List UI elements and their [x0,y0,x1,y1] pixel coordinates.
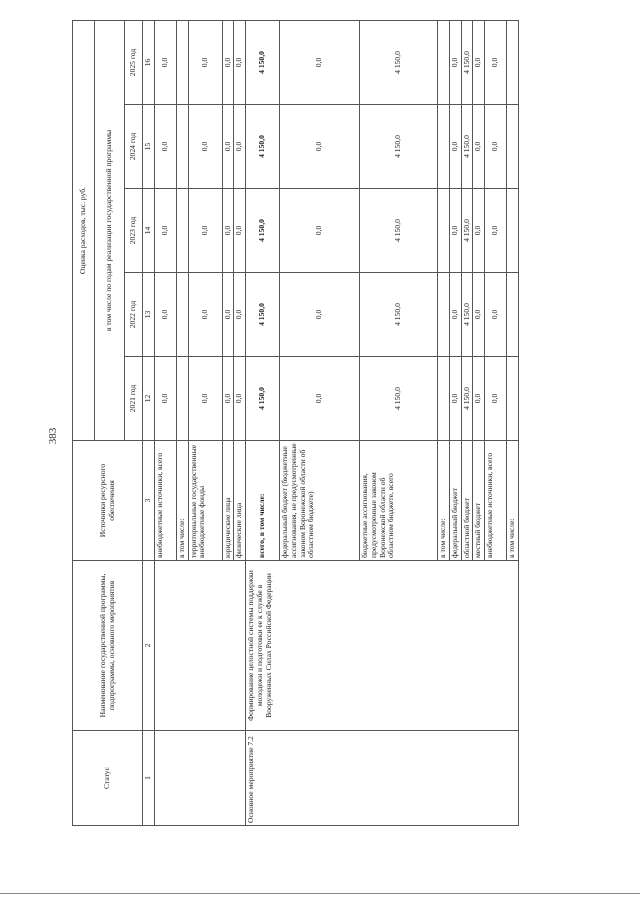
value-cell: 0,0 [280,189,360,273]
value-cell: 0,0 [222,105,234,189]
table-row [246,20,280,825]
value-cell: 4 150,0 [461,357,473,441]
value-cell: 0,0 [234,20,246,104]
value-cell [177,20,189,104]
value-cell: 0,0 [485,189,507,273]
value-cell: 4 150,0 [360,273,438,357]
value-cell: 0,0 [222,273,234,357]
page-bottom-rule [0,893,640,894]
value-cell: 0,0 [485,357,507,441]
header-year: 2023 год [125,189,143,273]
source-label: федеральный бюджет (бюджетные ассигнования, не предусмотренные законом Воронежской области об областном бюджете) [280,441,360,561]
value-cell: 0,0 [449,20,461,104]
header-by-years: в том числе по годам реализации государственной программы [95,20,125,440]
source-label: бюджетные ассигнования, предусмотренные законом Воронежской области об областном бюджете, всего [360,441,438,561]
value-cell: 4 150,0 [461,189,473,273]
value-cell: 0,0 [188,273,222,357]
value-cell: 0,0 [188,105,222,189]
table-row [155,20,177,825]
value-cell [438,273,450,357]
source-label: всего, в том числе: [246,441,280,561]
source-label: местный бюджет [473,441,485,561]
value-cell: 4 150,0 [360,20,438,104]
value-cell: 0,0 [280,273,360,357]
source-label: в том числе: [438,441,450,561]
col-number: 2 [143,561,155,731]
col-number: 15 [143,105,155,189]
value-cell [438,20,450,104]
source-label: федеральный бюджет [449,441,461,561]
col-number: 13 [143,273,155,357]
header-name: Наименование государственной программы, подпрограммы, основного мероприятия [73,561,143,731]
value-cell [507,105,519,189]
value-cell: 0,0 [449,189,461,273]
value-cell [507,20,519,104]
source-label: областной бюджет [461,441,473,561]
value-cell [507,357,519,441]
value-cell: 0,0 [222,189,234,273]
header-year: 2022 год [125,273,143,357]
value-cell: 0,0 [473,273,485,357]
source-label: внебюджетные источники, всего [485,441,507,561]
status-cell-empty [155,731,246,826]
value-cell: 4 150,0 [360,357,438,441]
value-cell: 0,0 [473,105,485,189]
source-label: в том числе: [507,441,519,561]
value-cell: 0,0 [485,105,507,189]
value-cell: 4 150,0 [246,357,280,441]
col-number: 3 [143,441,155,561]
value-cell: 0,0 [222,357,234,441]
value-cell: 0,0 [449,273,461,357]
value-cell: 0,0 [234,189,246,273]
value-cell: 4 150,0 [246,189,280,273]
budget-table [72,20,519,826]
value-cell: 4 150,0 [360,189,438,273]
header-year: 2024 год [125,105,143,189]
value-cell: 0,0 [188,20,222,104]
value-cell: 0,0 [234,105,246,189]
header-source: Источники ресурсного обеспечения [73,441,143,561]
page-number: 383 [47,427,59,445]
value-cell: 0,0 [473,20,485,104]
value-cell: 4 150,0 [461,273,473,357]
value-cell: 0,0 [222,20,234,104]
value-cell: 4 150,0 [246,20,280,104]
header-year: 2021 год [125,357,143,441]
col-number: 16 [143,20,155,104]
value-cell: 0,0 [188,357,222,441]
value-cell [177,105,189,189]
value-cell: 4 150,0 [461,105,473,189]
value-cell [438,357,450,441]
measure-status: Основное мероприятие 7.2 [246,731,519,826]
value-cell: 0,0 [485,20,507,104]
value-cell: 0,0 [234,273,246,357]
value-cell: 0,0 [155,20,177,104]
value-cell: 4 150,0 [461,20,473,104]
value-cell: 0,0 [473,357,485,441]
value-cell [507,189,519,273]
value-cell: 0,0 [485,273,507,357]
value-cell: 0,0 [280,357,360,441]
source-label: юридические лица [222,441,234,561]
col-number: 1 [143,731,155,826]
value-cell: 0,0 [280,105,360,189]
value-cell: 4 150,0 [246,273,280,357]
value-cell [177,189,189,273]
value-cell: 0,0 [188,189,222,273]
budget-table-rotated [72,21,590,826]
source-label: территориальные государственные внебюджетные фонды [188,441,222,561]
value-cell: 0,0 [449,105,461,189]
source-label: в том числе: [177,441,189,561]
header-status: Статус [73,731,143,826]
header-estimate: Оценка расходов, тыс. руб. [73,20,95,440]
value-cell: 0,0 [155,357,177,441]
source-label: внебюджетные источники, всего [155,441,177,561]
value-cell: 0,0 [155,105,177,189]
value-cell: 0,0 [280,20,360,104]
col-number: 12 [143,357,155,441]
measure-name: Формирование целостной системы поддержки молодежи и подготовки ее к службе в Вооруженных Силах Российской Федерации [246,561,519,731]
value-cell: 0,0 [234,357,246,441]
value-cell [438,105,450,189]
value-cell: 0,0 [473,189,485,273]
value-cell: 0,0 [155,189,177,273]
value-cell [507,273,519,357]
source-label: физические лица [234,441,246,561]
header-year: 2025 год [125,20,143,104]
value-cell: 4 150,0 [246,105,280,189]
value-cell: 0,0 [155,273,177,357]
value-cell: 0,0 [449,357,461,441]
name-cell-empty [155,561,246,731]
value-cell: 4 150,0 [360,105,438,189]
value-cell [177,357,189,441]
col-number: 14 [143,189,155,273]
value-cell [177,273,189,357]
value-cell [438,189,450,273]
